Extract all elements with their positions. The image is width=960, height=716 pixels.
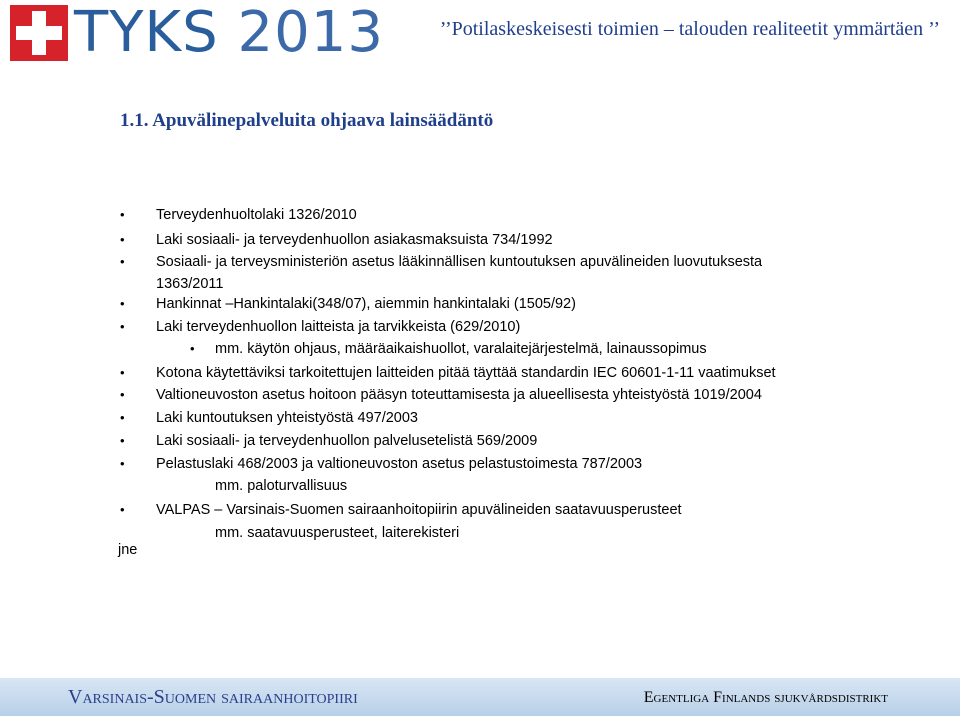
list-item-text: Pelastuslaki 468/2003 ja valtioneuvoston asetus pelastustoimesta 787/2003 (156, 456, 643, 472)
bullet-icon: • (120, 232, 125, 247)
list-item-text: 1363/2011 (156, 276, 224, 292)
bullet-icon: • (120, 296, 125, 311)
footer-left-text: Varsinais-Suomen sairaanhoitopiiri (68, 686, 358, 708)
list-item-text: Valtioneuvoston asetus hoitoon pääsyn toteuttamisesta ja alueellisesta yhteistyöstä 1019/2004 (156, 387, 762, 403)
list-item-text: mm. käytön ohjaus, määräaikaishuollot, varalaitejärjestelmä, lainaussopimus (215, 341, 707, 357)
list-item-text: Sosiaali- ja terveysministeriön asetus lääkinnällisen kuntoutuksen apuvälineiden luovutuksesta (156, 254, 763, 270)
page-title: 1.1. Apuvälinepalveluita ohjaava lainsäädäntö (120, 110, 494, 131)
bullet-icon: • (190, 341, 195, 356)
list-item-text: VALPAS – Varsinais-Suomen sairaanhoitopiirin apuvälineiden saatavuusperusteet (156, 502, 682, 518)
list-item-text: mm. saatavuusperusteet, laiterekisteri (215, 525, 460, 541)
bullet-icon: • (120, 365, 125, 380)
logo-text (74, 1, 384, 65)
list-item-text: Laki kuntoutuksen yhteistyöstä 497/2003 (156, 410, 418, 426)
list-item-text: Kotona käytettäviksi tarkoitettujen laitteiden pitää täyttää standardin IEC 60601-1-11 vaatimukset (156, 365, 776, 381)
logo-brand: TYKS (74, 0, 219, 65)
list-item-text: Laki sosiaali- ja terveydenhuollon palvelusetelistä 569/2009 (156, 433, 538, 449)
bullet-icon: • (120, 387, 125, 402)
bullet-icon: • (120, 319, 125, 334)
jne-text: jne (118, 542, 138, 558)
list-item-text: Laki sosiaali- ja terveydenhuollon asiakasmaksuista 734/1992 (156, 232, 553, 248)
bullet-icon: • (120, 254, 125, 269)
bullet-icon: • (120, 433, 125, 448)
header (0, 0, 960, 70)
list-item-text: Laki terveydenhuollon laitteista ja tarvikkeista (629/2010) (156, 319, 521, 335)
bullet-icon: • (120, 456, 125, 471)
bullet-icon: • (120, 207, 125, 222)
logo-year: 2013 (237, 0, 385, 65)
footer-bar (0, 678, 960, 716)
tagline: ’’Potilaskeskeisesti toimien – talouden realiteetit ymmärtäen ’’ (439, 18, 940, 40)
list-item-text: Terveydenhuoltolaki 1326/2010 (156, 207, 357, 223)
list-item-text: Hankinnat –Hankintalaki(348/07), aiemmin hankintalaki (1505/92) (156, 296, 576, 312)
footer-right-text: Egentliga Finlands sjukvårdsdistrikt (643, 689, 888, 706)
bullet-icon: • (120, 502, 125, 517)
list-item-text: mm. paloturvallisuus (215, 478, 348, 494)
bullet-icon: • (120, 410, 125, 425)
red-cross-logo-icon (10, 5, 68, 61)
